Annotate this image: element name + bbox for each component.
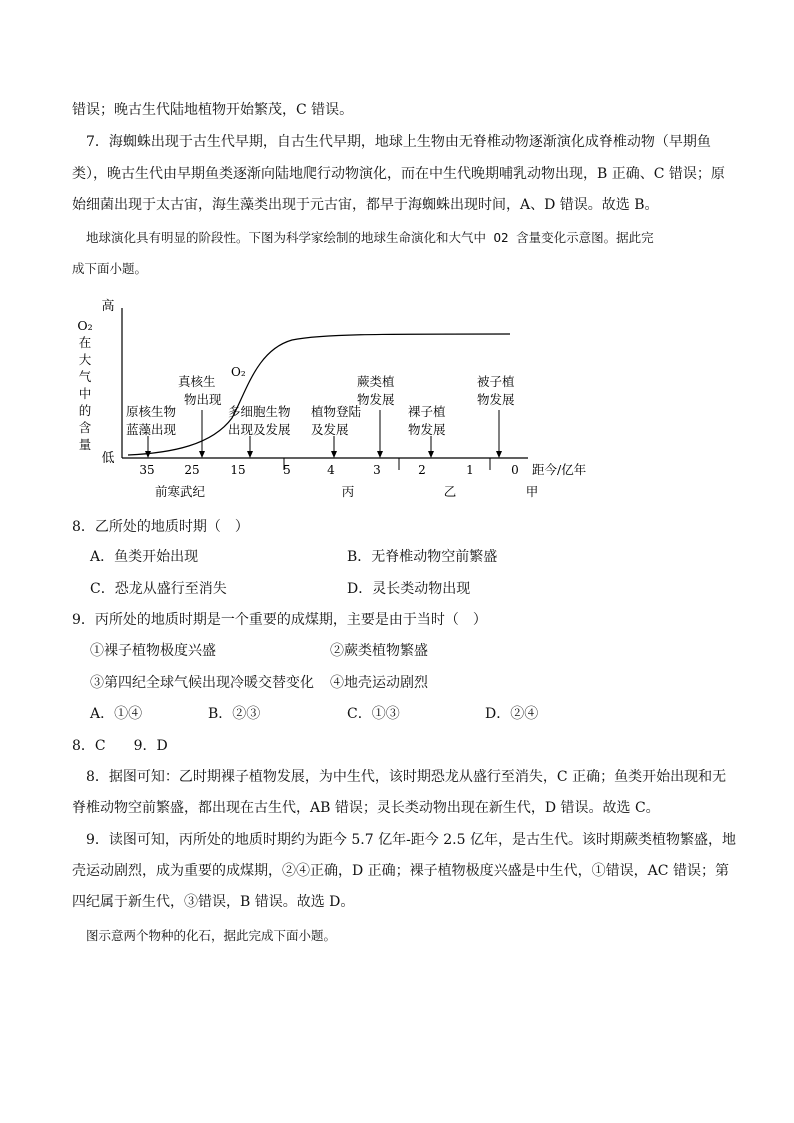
q9-option-b[interactable]: B．②③ bbox=[208, 706, 261, 722]
event-label: 物发展 bbox=[357, 392, 395, 407]
x-tick-label: 35 bbox=[139, 463, 155, 477]
era-label: 前寒武纪 bbox=[154, 484, 206, 499]
q9-option-c[interactable]: C．①③ bbox=[347, 706, 400, 722]
x-ticks bbox=[284, 458, 490, 470]
event-label: 蓝藻出现 bbox=[126, 422, 177, 437]
q9-statement-2: ②蕨类植物繁盛 bbox=[330, 643, 428, 659]
y-high-label: 高 bbox=[101, 299, 115, 314]
x-tick-labels bbox=[139, 463, 518, 477]
y-title-char: 气 bbox=[78, 369, 92, 384]
text-line: 始细菌出现于太古宙，海生藻类出现于元古宙，都早于海蜘蛛出现时间，A、D 错误。故选 B。 bbox=[72, 197, 659, 213]
q9-statement-1: ①裸子植物极度兴盛 bbox=[90, 643, 216, 659]
y-axis-title bbox=[77, 318, 92, 452]
text-line: 7．海蜘蛛出现于古生代早期，自古生代早期，地球上生物由无脊椎动物逐渐演化成脊椎动物（早期鱼 bbox=[86, 134, 711, 150]
event-label: 真核生 bbox=[178, 374, 216, 389]
explanation-line: 9．读图可知，丙所处的地质时期约为距今 5.7 亿年-距今 2.5 亿年，是古生代。该时期蕨类植物繁盛，地 bbox=[86, 832, 736, 848]
arrowhead bbox=[247, 451, 253, 458]
event-label: 出现及发展 bbox=[228, 422, 291, 437]
y-title-char: 含 bbox=[78, 420, 92, 435]
text-line: 类），晚古生代由早期鱼类逐渐向陆地爬行动物演化，而在中生代晚期哺乳动物出现，B 正确、C 错误；原 bbox=[72, 166, 725, 182]
event-label: 被子植 bbox=[477, 374, 515, 389]
arrowhead bbox=[496, 451, 502, 458]
y-title-char: O₂ bbox=[77, 318, 93, 333]
q8-option-c[interactable]: C．恐龙从盛行至消失 bbox=[90, 581, 227, 597]
question-intro: 成下面小题。 bbox=[72, 261, 148, 276]
q9-option-d[interactable]: D．②④ bbox=[485, 706, 539, 722]
q8-option-a[interactable]: A．鱼类开始出现 bbox=[90, 549, 199, 565]
arrowhead bbox=[377, 451, 383, 458]
question-intro: 地球演化具有明显的阶段性。下图为科学家绘制的地球生命演化和大气中 O2 含量变化示意图。据此完 bbox=[86, 230, 654, 245]
era-label: 乙 bbox=[443, 484, 457, 499]
era-labels bbox=[155, 484, 538, 499]
explanation-line: 壳运动剧烈，成为重要的成煤期，②④正确，D 正确；裸子植物极度兴盛是中生代，①错误，AC 错误；第 bbox=[72, 863, 729, 879]
y-title-char: 大 bbox=[78, 352, 92, 367]
question-9-stem: 9．丙所处的地质时期是一个重要的成煤期，主要是由于当时（ ） bbox=[72, 612, 487, 628]
event-arrowheads bbox=[145, 451, 502, 458]
y-title-char: 量 bbox=[78, 437, 92, 452]
y-title-char: 的 bbox=[78, 403, 92, 418]
x-tick-label: 15 bbox=[230, 463, 246, 477]
question-8-stem: 8．乙所处的地质时期（ ） bbox=[72, 519, 249, 535]
q9-statement-3: ③第四纪全球气候出现冷暖交替变化 bbox=[90, 675, 314, 691]
y-low-label: 低 bbox=[101, 451, 115, 466]
answer-line: 8．C 9．D bbox=[72, 738, 168, 754]
event-labels bbox=[126, 374, 515, 437]
x-tick-label: 4 bbox=[327, 463, 335, 477]
arrowhead bbox=[428, 451, 434, 458]
event-label: 多细胞生物 bbox=[228, 404, 291, 419]
event-label: 物出现 bbox=[184, 392, 222, 407]
x-axis-unit: 距今/亿年 bbox=[532, 462, 587, 477]
event-label: 物发展 bbox=[477, 392, 515, 407]
q9-option-a[interactable]: A．①④ bbox=[90, 706, 143, 722]
q8-option-d[interactable]: D．灵长类动物出现 bbox=[347, 581, 471, 597]
x-tick-label: 25 bbox=[184, 463, 200, 477]
next-question-intro: 图示意两个物种的化石，据此完成下面小题。 bbox=[86, 928, 337, 943]
event-label: 植物登陆 bbox=[311, 404, 362, 419]
event-label: 原核生物 bbox=[126, 404, 177, 419]
q8-option-b[interactable]: B．无脊椎动物空前繁盛 bbox=[347, 549, 498, 565]
text-line: 错误；晚古生代陆地植物开始繁茂，C 错误。 bbox=[72, 102, 354, 118]
arrowhead bbox=[199, 451, 205, 458]
explanation-line: 脊椎动物空前繁盛，都出现在古生代，AB 错误；灵长类动物出现在新生代，D 错误。故选 C。 bbox=[72, 800, 660, 816]
x-tick-label: 1 bbox=[466, 463, 474, 477]
explanation-line: 四纪属于新生代，③错误，B 错误。故选 D。 bbox=[72, 894, 355, 910]
era-label: 丙 bbox=[341, 484, 355, 499]
explanation-line: 8．据图可知：乙时期裸子植物发展，为中生代，该时期恐龙从盛行至消失，C 正确；鱼类开始出现和无 bbox=[86, 769, 727, 785]
era-label: 甲 bbox=[525, 484, 539, 499]
q9-statement-4: ④地壳运动剧烈 bbox=[330, 675, 428, 691]
o2-evolution-figure bbox=[72, 290, 632, 506]
event-label: 物发展 bbox=[408, 422, 446, 437]
event-label: 及发展 bbox=[311, 422, 349, 437]
x-tick-label: 2 bbox=[418, 463, 426, 477]
event-label: 蕨类植 bbox=[357, 374, 395, 389]
y-title-char: 在 bbox=[78, 335, 92, 350]
arrowhead bbox=[145, 451, 151, 458]
event-label: 裸子植 bbox=[408, 404, 446, 419]
x-tick-label: 0 bbox=[511, 463, 519, 477]
x-tick-label: 3 bbox=[373, 463, 381, 477]
curve-label: O₂ bbox=[231, 365, 246, 379]
y-title-char: 中 bbox=[78, 386, 92, 401]
arrowhead bbox=[331, 451, 337, 458]
x-tick-label: 5 bbox=[283, 463, 291, 477]
